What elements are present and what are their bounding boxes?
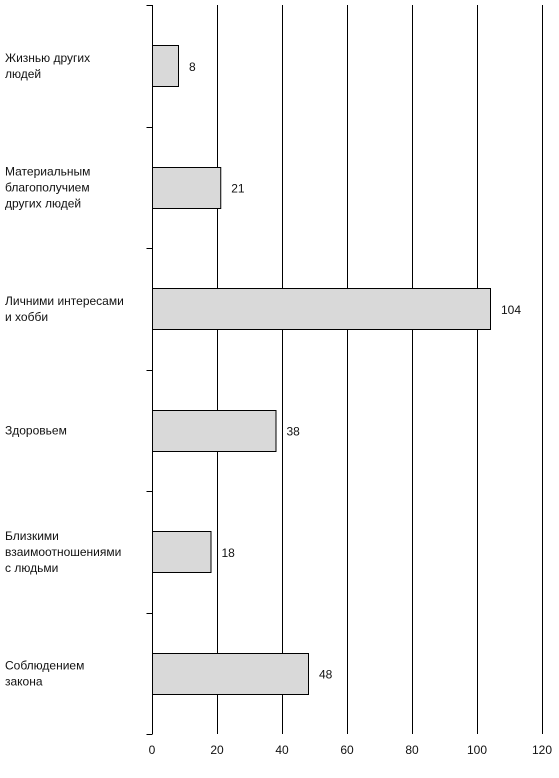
category-label-2 [5, 294, 124, 324]
x-tick-label-120: 120 [531, 743, 553, 757]
category-label-line: других людей [5, 196, 82, 211]
bar-4 [153, 532, 212, 573]
bar-2 [153, 289, 491, 330]
category-label-line: Здоровьем [5, 423, 67, 438]
category-label-line: с людьми [5, 560, 59, 575]
axis-layer [147, 5, 153, 735]
category-label-line: закона [5, 674, 43, 689]
grid-layer [218, 5, 543, 734]
category-label-line: благополучием [5, 180, 90, 195]
x-tick-label-100: 100 [466, 743, 488, 757]
labels-layer [5, 51, 552, 757]
bar-0 [153, 46, 179, 87]
data-label-5: 48 [319, 667, 333, 682]
category-label-line: и хобби [5, 309, 49, 324]
category-label-line: Близкими [5, 528, 59, 543]
category-label-line: взаимоотношениями [5, 544, 122, 559]
category-label-3 [5, 423, 67, 437]
category-label-1 [5, 164, 90, 210]
data-label-3: 38 [286, 424, 300, 439]
bar-1 [153, 168, 221, 209]
x-tick-label-80: 80 [405, 743, 419, 757]
x-tick-label-60: 60 [340, 743, 354, 757]
bar-5 [153, 654, 309, 695]
category-label-line: людей [5, 66, 42, 81]
category-label-line: Жизнью других [5, 50, 91, 65]
data-label-2: 104 [501, 302, 522, 317]
category-label-line: Личними интересами [5, 293, 124, 308]
category-label-0 [5, 51, 90, 81]
category-label-5 [5, 658, 84, 688]
data-label-4: 18 [221, 545, 235, 560]
data-label-1: 21 [231, 181, 245, 196]
x-tick-label-40: 40 [275, 743, 289, 757]
category-label-line: Соблюдением [5, 658, 85, 673]
data-label-0: 8 [189, 59, 196, 74]
bar-3 [153, 411, 277, 452]
category-label-4 [5, 529, 121, 575]
x-tick-label-20: 20 [210, 743, 224, 757]
x-tick-label-0: 0 [148, 743, 156, 757]
category-label-line: Материальным [5, 164, 91, 179]
bars-layer [153, 46, 491, 695]
